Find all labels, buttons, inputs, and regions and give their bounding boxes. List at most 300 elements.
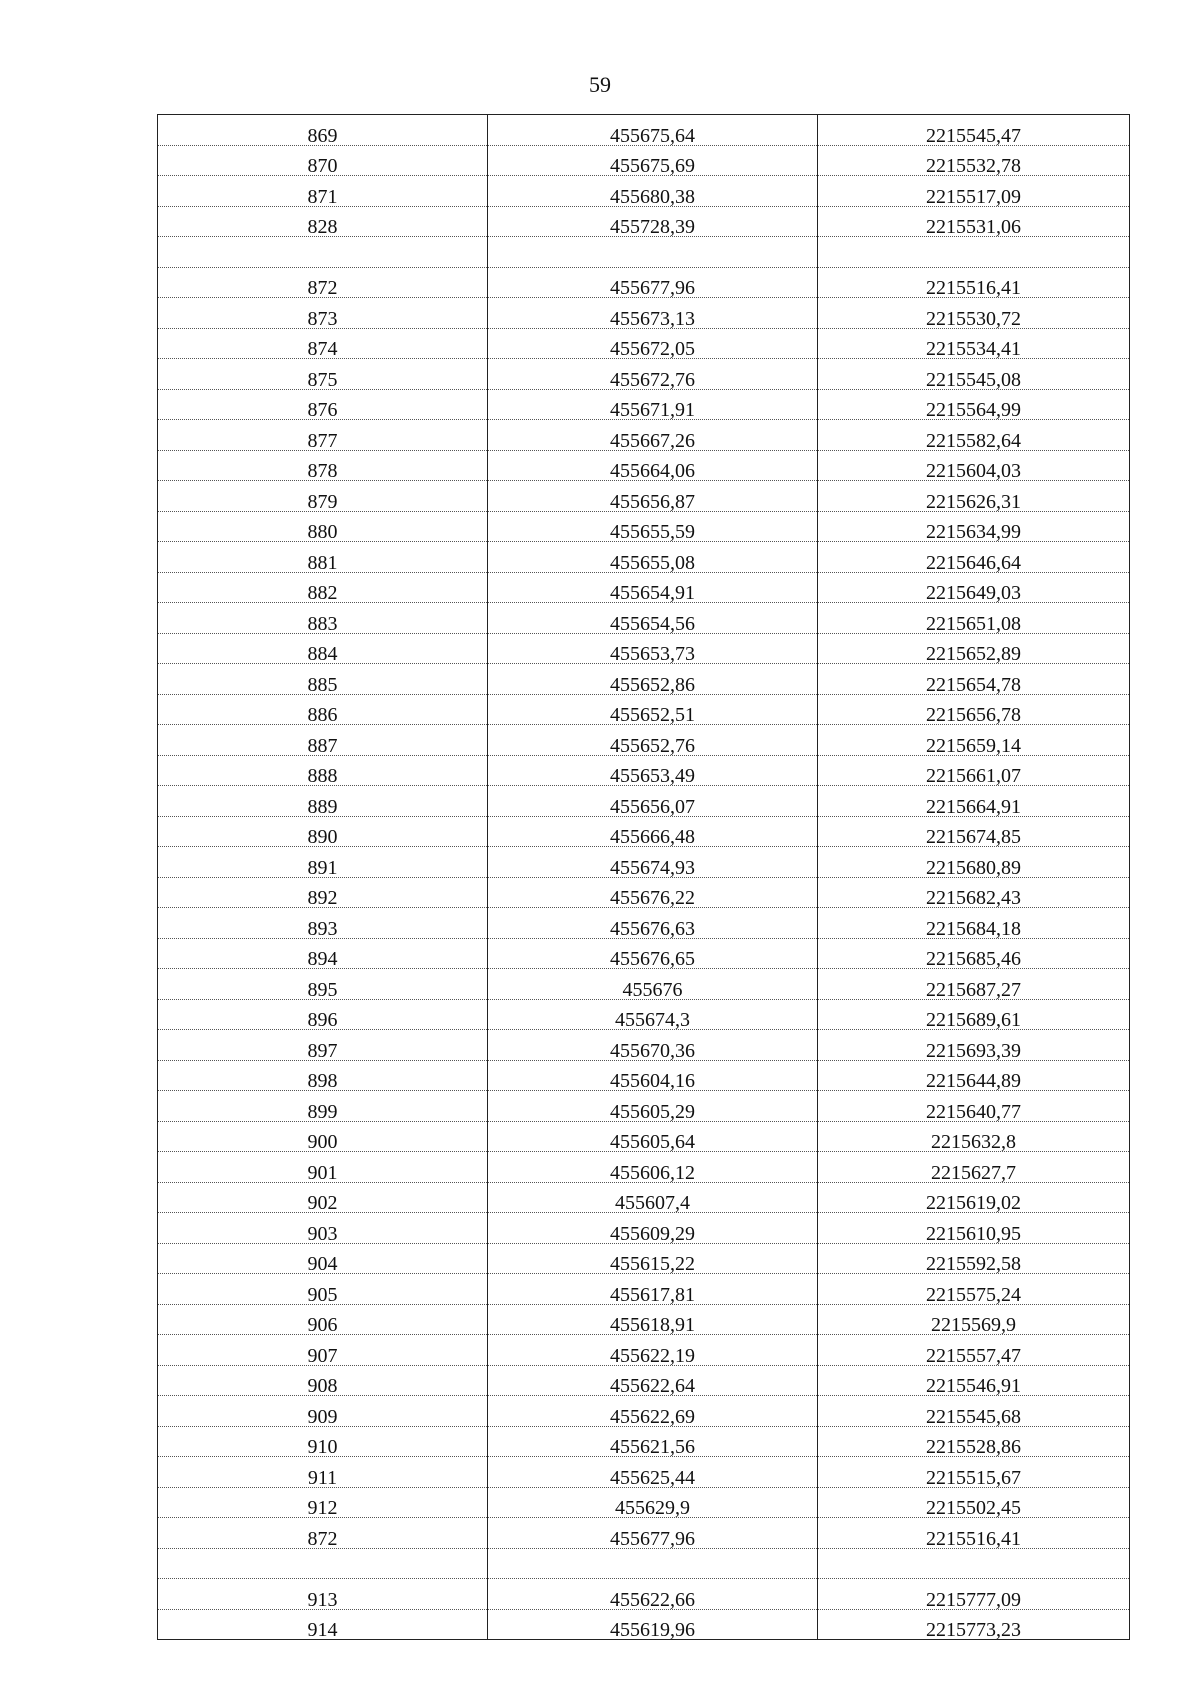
table-row xyxy=(158,1518,1130,1549)
cell-text: 889 xyxy=(307,795,338,818)
point-number-cell xyxy=(158,1518,488,1549)
cell-text: 455653,73 xyxy=(610,643,695,665)
y-coordinate-cell xyxy=(818,1518,1130,1549)
cell-text: 904 xyxy=(307,1253,338,1275)
cell-text: 2215651,08 xyxy=(926,612,1021,635)
cell-text: 891 xyxy=(307,856,338,879)
point-number-cell xyxy=(158,1274,488,1305)
table-row xyxy=(158,145,1130,176)
point-number-cell xyxy=(158,359,488,390)
table-row xyxy=(158,572,1130,603)
cell-text: 2215569,9 xyxy=(931,1314,1016,1336)
point-number-cell xyxy=(158,603,488,634)
y-coordinate-cell xyxy=(818,1274,1130,1305)
cell-text: 455622,64 xyxy=(610,1375,695,1397)
cell-text: 873 xyxy=(307,307,338,330)
table-row xyxy=(158,359,1130,390)
point-number-cell xyxy=(158,816,488,847)
x-coordinate-cell xyxy=(488,1274,818,1305)
table-row xyxy=(158,450,1130,481)
y-coordinate-cell xyxy=(818,1487,1130,1518)
x-coordinate-cell xyxy=(488,1091,818,1122)
cell-text: 897 xyxy=(307,1039,338,1062)
cell-text: 909 xyxy=(307,1405,338,1428)
point-number-cell xyxy=(158,664,488,695)
x-coordinate-cell xyxy=(488,420,818,451)
point-number-cell xyxy=(158,328,488,359)
x-coordinate-cell xyxy=(488,969,818,1000)
point-number-cell xyxy=(158,1396,488,1427)
cell-text: 881 xyxy=(307,551,338,574)
cell-text: 455664,06 xyxy=(610,460,695,482)
cell-text: 2215516,41 xyxy=(926,277,1021,299)
point-number-cell xyxy=(158,1091,488,1122)
point-number-cell xyxy=(158,694,488,725)
cell-text: 2215531,06 xyxy=(926,216,1021,238)
cell-text: 2215659,14 xyxy=(926,734,1021,757)
y-coordinate-cell xyxy=(818,1579,1130,1610)
cell-text: 910 xyxy=(307,1436,338,1458)
cell-text: 905 xyxy=(307,1283,338,1306)
point-number-cell xyxy=(158,481,488,512)
cell-text: 877 xyxy=(307,429,338,452)
y-coordinate-cell xyxy=(818,999,1130,1030)
y-coordinate-cell xyxy=(818,298,1130,329)
cell-text: 2215646,64 xyxy=(926,551,1021,574)
point-number-cell xyxy=(158,999,488,1030)
x-coordinate-cell xyxy=(488,847,818,878)
point-number-cell xyxy=(158,1243,488,1274)
x-coordinate-cell xyxy=(488,1060,818,1091)
table-row xyxy=(158,908,1130,939)
cell-text: 455655,08 xyxy=(610,551,695,574)
table-row xyxy=(158,1030,1130,1061)
cell-text: 2215532,78 xyxy=(926,155,1021,177)
cell-text: 455674,93 xyxy=(610,856,695,879)
x-coordinate-cell xyxy=(488,1213,818,1244)
cell-text: 2215682,43 xyxy=(926,887,1021,909)
cell-text: 890 xyxy=(307,826,338,848)
cell-text: 2215644,89 xyxy=(926,1070,1021,1092)
cell-text: 2215649,03 xyxy=(926,582,1021,604)
x-coordinate-cell xyxy=(488,328,818,359)
y-coordinate-cell xyxy=(818,1030,1130,1061)
x-coordinate-cell xyxy=(488,1335,818,1366)
table-row xyxy=(158,1152,1130,1183)
table-row xyxy=(158,1304,1130,1335)
cell-text: 2215664,91 xyxy=(926,795,1021,818)
y-coordinate-cell xyxy=(818,1548,1130,1579)
point-number-cell xyxy=(158,1487,488,1518)
cell-text: 880 xyxy=(307,521,338,543)
cell-text: 2215632,8 xyxy=(931,1131,1016,1153)
cell-text: 2215687,27 xyxy=(926,978,1021,1001)
page-number: 59 xyxy=(589,72,611,97)
cell-text: 903 xyxy=(307,1222,338,1245)
point-number-cell xyxy=(158,572,488,603)
y-coordinate-cell xyxy=(818,389,1130,420)
point-number-cell xyxy=(158,1152,488,1183)
cell-text: 455654,91 xyxy=(610,582,695,604)
cell-text: 896 xyxy=(307,1009,338,1031)
cell-text: 2215689,61 xyxy=(926,1009,1021,1031)
point-number-cell xyxy=(158,206,488,237)
cell-text: 2215502,45 xyxy=(926,1497,1021,1519)
y-coordinate-cell xyxy=(818,664,1130,695)
cell-text: 898 xyxy=(307,1070,338,1092)
cell-text: 2215610,95 xyxy=(926,1222,1021,1245)
y-coordinate-cell xyxy=(818,511,1130,542)
cell-text: 455666,48 xyxy=(610,826,695,848)
table-row xyxy=(158,1579,1130,1610)
cell-text: 901 xyxy=(307,1161,338,1184)
table-row xyxy=(158,755,1130,786)
x-coordinate-cell xyxy=(488,1518,818,1549)
x-coordinate-cell xyxy=(488,267,818,298)
y-coordinate-cell xyxy=(818,694,1130,725)
cell-text: 2215545,08 xyxy=(926,368,1021,391)
x-coordinate-cell xyxy=(488,725,818,756)
separator-row xyxy=(158,237,1130,268)
point-number-cell xyxy=(158,389,488,420)
cell-text: 455605,29 xyxy=(610,1100,695,1123)
cell-text: 912 xyxy=(307,1497,338,1519)
point-number-cell xyxy=(158,847,488,878)
point-number-cell xyxy=(158,511,488,542)
y-coordinate-cell xyxy=(818,115,1130,146)
table-row xyxy=(158,1335,1130,1366)
table-row xyxy=(158,542,1130,573)
y-coordinate-cell xyxy=(818,145,1130,176)
cell-text: 907 xyxy=(307,1344,338,1367)
table-row xyxy=(158,267,1130,298)
cell-text: 455652,51 xyxy=(610,704,695,726)
table-row xyxy=(158,877,1130,908)
y-coordinate-cell xyxy=(818,450,1130,481)
point-number-cell xyxy=(158,450,488,481)
cell-text: 2215773,23 xyxy=(926,1619,1021,1641)
cell-text: 2215652,89 xyxy=(926,643,1021,665)
cell-text: 2215528,86 xyxy=(926,1436,1021,1458)
x-coordinate-cell xyxy=(488,1304,818,1335)
cell-text: 2215530,72 xyxy=(926,307,1021,330)
x-coordinate-cell xyxy=(488,1579,818,1610)
cell-text: 455653,49 xyxy=(610,765,695,787)
cell-text: 884 xyxy=(307,643,338,665)
cell-text: 876 xyxy=(307,399,338,421)
point-number-cell xyxy=(158,1304,488,1335)
cell-text: 455676,63 xyxy=(610,917,695,940)
y-coordinate-cell xyxy=(818,1213,1130,1244)
cell-text: 887 xyxy=(307,734,338,757)
cell-text: 455619,96 xyxy=(610,1619,695,1641)
x-coordinate-cell xyxy=(488,603,818,634)
cell-text: 455607,4 xyxy=(615,1192,690,1214)
point-number-cell xyxy=(158,542,488,573)
x-coordinate-cell xyxy=(488,359,818,390)
cell-text: 455675,69 xyxy=(610,155,695,177)
cell-text: 455676 xyxy=(622,978,683,1001)
point-number-cell xyxy=(158,1060,488,1091)
cell-text: 455656,87 xyxy=(610,490,695,513)
cell-text: 2215627,7 xyxy=(931,1161,1016,1184)
cell-text: 455622,66 xyxy=(610,1588,695,1611)
table-row xyxy=(158,664,1130,695)
cell-text: 2215674,85 xyxy=(926,826,1021,848)
cell-text: 888 xyxy=(307,765,338,787)
cell-text: 455652,86 xyxy=(610,673,695,696)
point-number-cell xyxy=(158,298,488,329)
point-number-cell xyxy=(158,115,488,146)
point-number-cell xyxy=(158,145,488,176)
x-coordinate-cell xyxy=(488,633,818,664)
cell-text: 455728,39 xyxy=(610,216,695,238)
cell-text: 2215634,99 xyxy=(926,521,1021,543)
cell-text: 872 xyxy=(307,1527,338,1550)
table-row xyxy=(158,1396,1130,1427)
cell-text: 2215661,07 xyxy=(926,765,1021,787)
cell-text: 455605,64 xyxy=(610,1131,695,1153)
y-coordinate-cell xyxy=(818,633,1130,664)
x-coordinate-cell xyxy=(488,816,818,847)
x-coordinate-cell xyxy=(488,389,818,420)
table-row xyxy=(158,633,1130,664)
cell-text: 828 xyxy=(307,216,338,238)
table-row xyxy=(158,1457,1130,1488)
y-coordinate-cell xyxy=(818,1121,1130,1152)
x-coordinate-cell xyxy=(488,664,818,695)
cell-text: 872 xyxy=(307,277,338,299)
table-row xyxy=(158,1609,1130,1640)
y-coordinate-cell xyxy=(818,1060,1130,1091)
y-coordinate-cell xyxy=(818,1182,1130,1213)
point-number-cell xyxy=(158,1548,488,1579)
y-coordinate-cell xyxy=(818,969,1130,1000)
cell-text: 455604,16 xyxy=(610,1070,695,1092)
table-row xyxy=(158,969,1130,1000)
y-coordinate-cell xyxy=(818,603,1130,634)
cell-text: 2215545,47 xyxy=(926,124,1021,147)
y-coordinate-cell xyxy=(818,1152,1130,1183)
cell-text: 883 xyxy=(307,612,338,635)
y-coordinate-cell xyxy=(818,328,1130,359)
table-row xyxy=(158,1091,1130,1122)
cell-text: 455676,65 xyxy=(610,948,695,970)
y-coordinate-cell xyxy=(818,877,1130,908)
y-coordinate-cell xyxy=(818,1426,1130,1457)
y-coordinate-cell xyxy=(818,1243,1130,1274)
y-coordinate-cell xyxy=(818,572,1130,603)
x-coordinate-cell xyxy=(488,1609,818,1640)
point-number-cell xyxy=(158,1579,488,1610)
x-coordinate-cell xyxy=(488,999,818,1030)
point-number-cell xyxy=(158,1182,488,1213)
cell-text: 2215517,09 xyxy=(926,185,1021,208)
cell-text: 455621,56 xyxy=(610,1436,695,1458)
y-coordinate-cell xyxy=(818,816,1130,847)
cell-text: 2215685,46 xyxy=(926,948,1021,970)
cell-text: 886 xyxy=(307,704,338,726)
cell-text: 913 xyxy=(307,1588,338,1611)
y-coordinate-cell xyxy=(818,1091,1130,1122)
cell-text: 2215619,02 xyxy=(926,1192,1021,1214)
table-row xyxy=(158,176,1130,207)
y-coordinate-cell xyxy=(818,1609,1130,1640)
cell-text: 2215693,39 xyxy=(926,1039,1021,1062)
cell-text: 2215680,89 xyxy=(926,856,1021,879)
x-coordinate-cell xyxy=(488,237,818,268)
table-row xyxy=(158,511,1130,542)
y-coordinate-cell xyxy=(818,938,1130,969)
y-coordinate-cell xyxy=(818,206,1130,237)
cell-text: 870 xyxy=(307,155,338,177)
cell-text: 455670,36 xyxy=(610,1039,695,1062)
cell-text: 455625,44 xyxy=(610,1466,695,1489)
x-coordinate-cell xyxy=(488,1548,818,1579)
y-coordinate-cell xyxy=(818,1304,1130,1335)
y-coordinate-cell xyxy=(818,237,1130,268)
coordinates-table-body xyxy=(158,115,1130,1640)
point-number-cell xyxy=(158,1030,488,1061)
cell-text: 906 xyxy=(307,1314,338,1336)
table-row xyxy=(158,115,1130,146)
cell-text: 914 xyxy=(307,1619,338,1641)
x-coordinate-cell xyxy=(488,1243,818,1274)
cell-text: 894 xyxy=(307,948,338,970)
x-coordinate-cell xyxy=(488,1152,818,1183)
y-coordinate-cell xyxy=(818,1457,1130,1488)
table-row xyxy=(158,420,1130,451)
cell-text: 893 xyxy=(307,917,338,940)
cell-text: 455617,81 xyxy=(610,1283,695,1306)
cell-text: 892 xyxy=(307,887,338,909)
table-row xyxy=(158,328,1130,359)
x-coordinate-cell xyxy=(488,572,818,603)
cell-text: 2215604,03 xyxy=(926,460,1021,482)
table-row xyxy=(158,1213,1130,1244)
table-row xyxy=(158,481,1130,512)
cell-text: 2215582,64 xyxy=(926,429,1021,452)
x-coordinate-cell xyxy=(488,206,818,237)
cell-text: 455674,3 xyxy=(615,1009,690,1031)
table-row xyxy=(158,298,1130,329)
x-coordinate-cell xyxy=(488,298,818,329)
cell-text: 455622,69 xyxy=(610,1405,695,1428)
point-number-cell xyxy=(158,969,488,1000)
cell-text: 455671,91 xyxy=(610,399,695,421)
x-coordinate-cell xyxy=(488,115,818,146)
cell-text: 2215516,41 xyxy=(926,1527,1021,1550)
cell-text: 875 xyxy=(307,368,338,391)
cell-text: 455606,12 xyxy=(610,1161,695,1184)
point-number-cell xyxy=(158,1121,488,1152)
table-row xyxy=(158,1182,1130,1213)
y-coordinate-cell xyxy=(818,847,1130,878)
point-number-cell xyxy=(158,725,488,756)
point-number-cell xyxy=(158,1426,488,1457)
cell-text: 455672,76 xyxy=(610,368,695,391)
cell-text: 455677,96 xyxy=(610,1527,695,1550)
x-coordinate-cell xyxy=(488,481,818,512)
point-number-cell xyxy=(158,237,488,268)
cell-text: 899 xyxy=(307,1100,338,1123)
separator-row xyxy=(158,1548,1130,1579)
cell-text: 455629,9 xyxy=(615,1497,690,1519)
x-coordinate-cell xyxy=(488,1457,818,1488)
cell-text: 2215534,41 xyxy=(926,338,1021,360)
cell-text: 455667,26 xyxy=(610,429,695,452)
cell-text: 455680,38 xyxy=(610,185,695,208)
cell-text: 2215515,67 xyxy=(926,1466,1021,1489)
table-row xyxy=(158,816,1130,847)
y-coordinate-cell xyxy=(818,481,1130,512)
cell-text: 2215654,78 xyxy=(926,673,1021,696)
y-coordinate-cell xyxy=(818,908,1130,939)
x-coordinate-cell xyxy=(488,542,818,573)
x-coordinate-cell xyxy=(488,1365,818,1396)
x-coordinate-cell xyxy=(488,786,818,817)
cell-text: 2215640,77 xyxy=(926,1100,1021,1123)
cell-text: 455654,56 xyxy=(610,612,695,635)
cell-text: 455615,22 xyxy=(610,1253,695,1275)
table-row xyxy=(158,1426,1130,1457)
cell-text: 879 xyxy=(307,490,338,513)
cell-text: 2215626,31 xyxy=(926,490,1021,513)
point-number-cell xyxy=(158,267,488,298)
table-row xyxy=(158,1487,1130,1518)
table-row xyxy=(158,1274,1130,1305)
point-number-cell xyxy=(158,877,488,908)
cell-text: 2215546,91 xyxy=(926,1375,1021,1397)
cell-text: 455652,76 xyxy=(610,734,695,757)
cell-text: 2215684,18 xyxy=(926,917,1021,940)
table-row xyxy=(158,1243,1130,1274)
cell-text: 911 xyxy=(307,1466,338,1489)
cell-text: 455673,13 xyxy=(610,307,695,330)
x-coordinate-cell xyxy=(488,1396,818,1427)
x-coordinate-cell xyxy=(488,450,818,481)
cell-text: 455655,59 xyxy=(610,521,695,543)
point-number-cell xyxy=(158,1365,488,1396)
x-coordinate-cell xyxy=(488,1182,818,1213)
y-coordinate-cell xyxy=(818,542,1130,573)
cell-text: 908 xyxy=(307,1375,338,1397)
point-number-cell xyxy=(158,1457,488,1488)
x-coordinate-cell xyxy=(488,694,818,725)
y-coordinate-cell xyxy=(818,786,1130,817)
table-row xyxy=(158,1365,1130,1396)
x-coordinate-cell xyxy=(488,511,818,542)
cell-text: 455675,64 xyxy=(610,124,695,147)
cell-text: 455676,22 xyxy=(610,887,695,909)
cell-text: 455622,19 xyxy=(610,1344,695,1367)
x-coordinate-cell xyxy=(488,908,818,939)
cell-text: 2215545,68 xyxy=(926,1405,1021,1428)
cell-text: 2215575,24 xyxy=(926,1283,1021,1306)
y-coordinate-cell xyxy=(818,1335,1130,1366)
point-number-cell xyxy=(158,1335,488,1366)
cell-text: 455677,96 xyxy=(610,277,695,299)
cell-text: 455618,91 xyxy=(610,1314,695,1336)
cell-text: 900 xyxy=(307,1131,338,1153)
x-coordinate-cell xyxy=(488,755,818,786)
cell-text: 869 xyxy=(307,124,338,147)
cell-text: 455609,29 xyxy=(610,1222,695,1245)
x-coordinate-cell xyxy=(488,938,818,969)
table-row xyxy=(158,603,1130,634)
x-coordinate-cell xyxy=(488,1030,818,1061)
table-row xyxy=(158,206,1130,237)
